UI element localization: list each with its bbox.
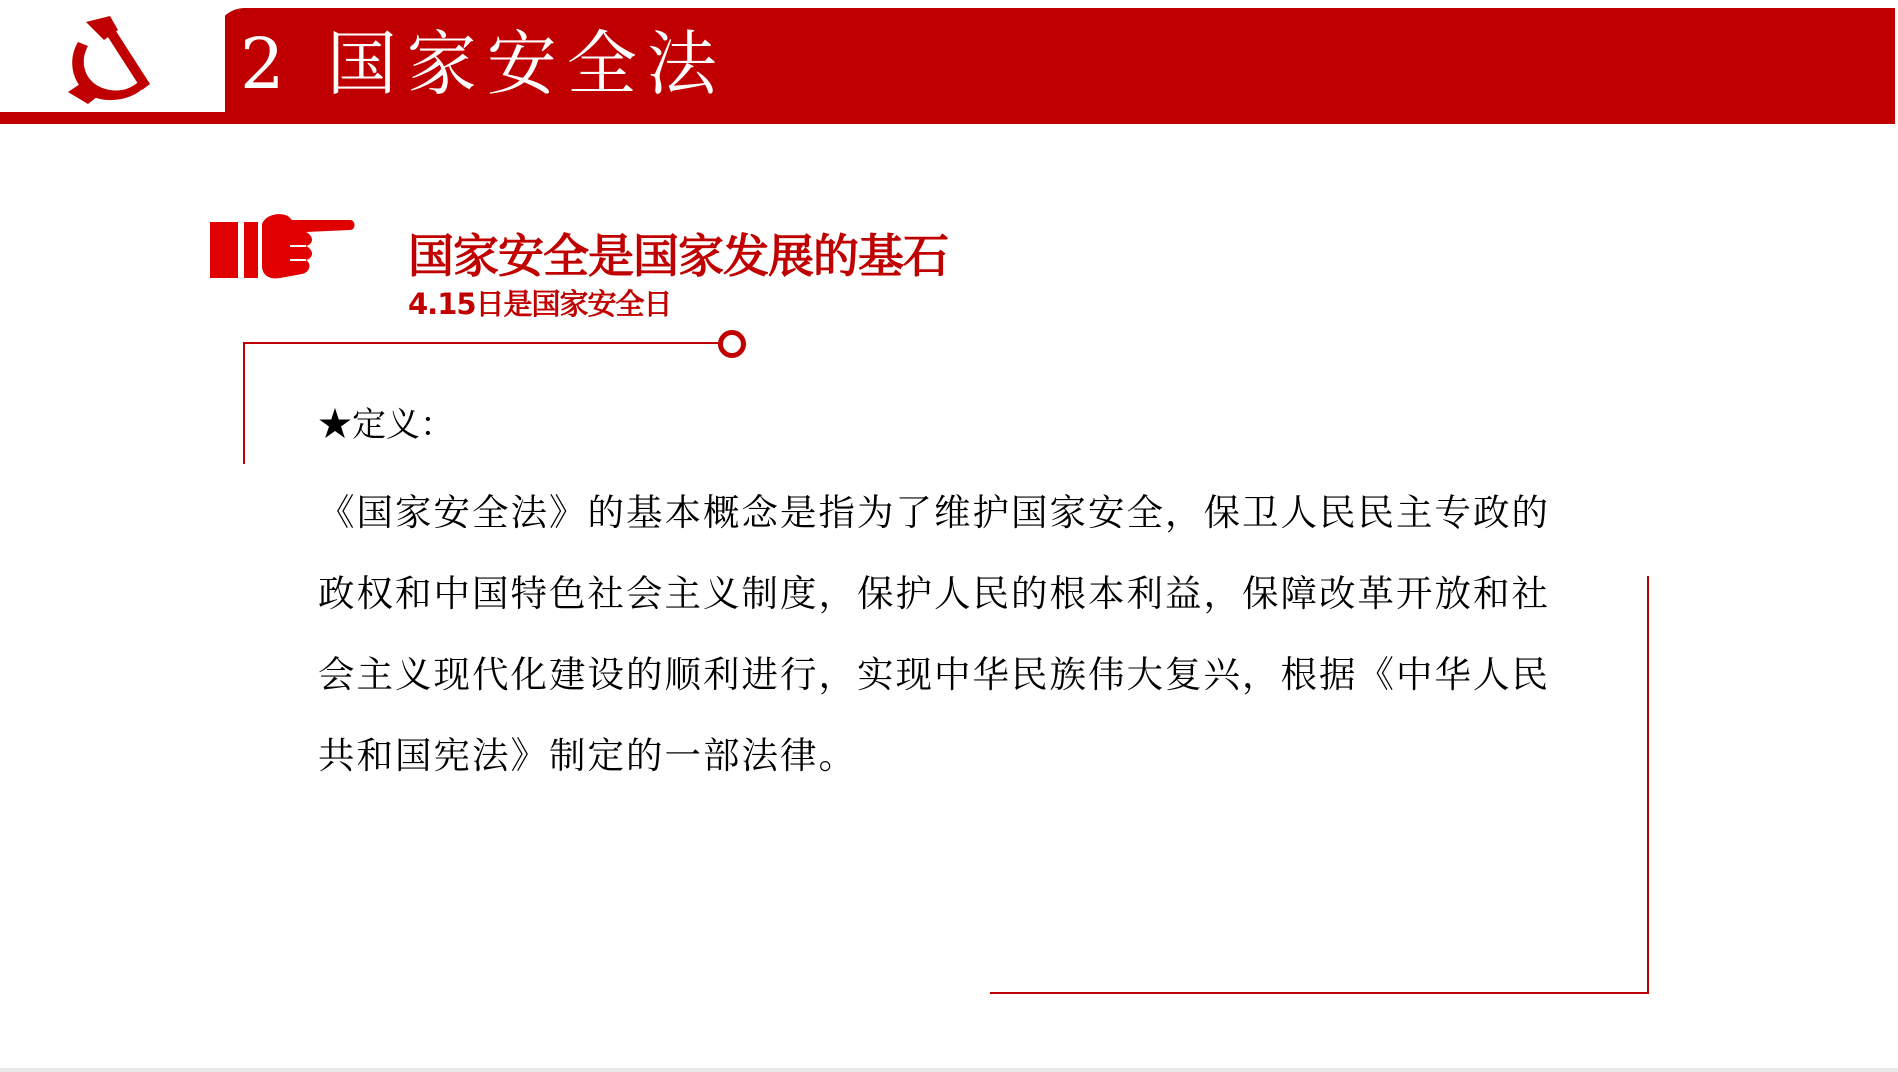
frame-left-line	[243, 342, 245, 464]
frame-dot	[718, 330, 746, 358]
definition-line: 共和国宪法》制定的一部法律。	[318, 734, 857, 777]
definition-line: 会主义现代化建设的顺利进行，实现中华民族伟大复兴，根据《中华人民	[318, 653, 1550, 696]
definition-body	[318, 472, 1596, 796]
definition-label: ★定义：	[318, 405, 454, 445]
hammer-sickle-icon	[58, 12, 158, 112]
definition-line: 《国家安全法》的基本概念是指为了维护国家安全，保卫人民民主专政的	[318, 491, 1550, 534]
header-underline	[0, 112, 230, 124]
page-title: 2 国家安全法	[240, 23, 727, 105]
section-headline: 国家安全是国家发展的基石	[408, 229, 948, 283]
definition-line: 政权和中国特色社会主义制度，保护人民的根本利益，保障改革开放和社	[318, 572, 1550, 615]
section-subheadline: 4.15日是国家安全日	[408, 287, 672, 321]
frame-top-line	[243, 342, 723, 344]
frame-right-line	[1647, 576, 1649, 994]
bottom-edge	[0, 1068, 1898, 1072]
frame-bottom-line	[990, 992, 1649, 994]
pointing-hand-icon	[210, 210, 355, 285]
